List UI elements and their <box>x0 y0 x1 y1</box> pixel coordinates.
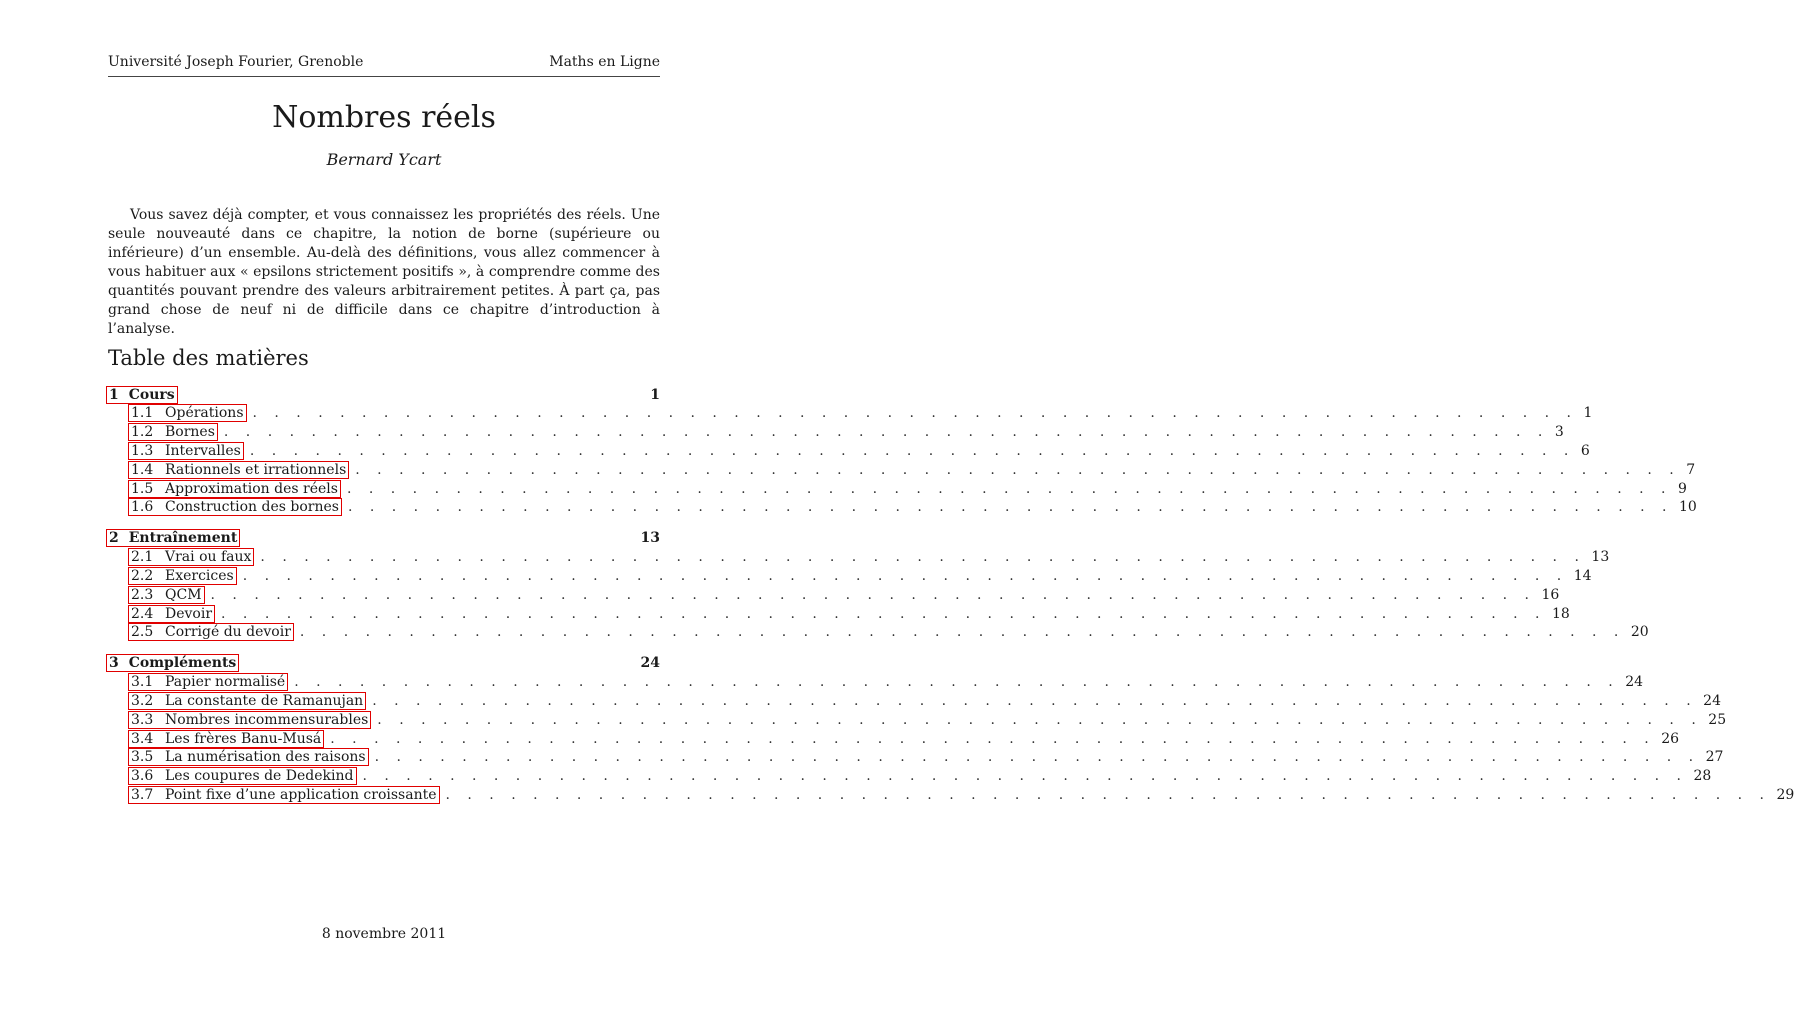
toc-entry-page: 3 <box>1554 424 1564 441</box>
toc-entry-page: 1 <box>1583 405 1593 422</box>
toc-entry-number: 1.4 <box>131 461 154 478</box>
toc-section-number: 3 <box>109 655 119 672</box>
toc-entry <box>108 585 1560 604</box>
toc-entry-page: 10 <box>1678 499 1697 516</box>
toc-entry-title: Intervalles <box>165 442 241 459</box>
toc-entry-title: Les frères Banu-Musá <box>165 730 322 747</box>
toc-entry-title: Rationnels et irrationnels <box>165 461 347 478</box>
toc-entry-number: 2.1 <box>131 549 154 566</box>
toc-entry <box>108 692 1721 711</box>
toc-entry-number: 3.6 <box>131 768 154 785</box>
toc-leader-dots: . . . . . . . . . . . . . . . . . . . . . . . . . . . . . . . . . . . . . . . . . . . . . . . . . . . . . . . . . . . . . <box>223 424 1549 441</box>
toc-entry-link[interactable] <box>128 692 366 710</box>
toc-section-page: 24 <box>640 655 660 672</box>
toc-entry-page: 28 <box>1693 768 1712 785</box>
toc-entry-number: 3.1 <box>131 674 154 691</box>
toc-entry-page: 6 <box>1580 442 1590 459</box>
toc-entry <box>108 729 1680 748</box>
toc-entry-link[interactable] <box>128 423 218 441</box>
toc-entry-link[interactable] <box>128 748 369 766</box>
toc-entry <box>108 604 1570 623</box>
toc-entry <box>108 404 1593 423</box>
toc-entry-number: 1.1 <box>131 405 154 422</box>
toc-entry-page: 20 <box>1630 624 1649 641</box>
toc-entry-title: Les coupures de Dedekind <box>165 768 354 785</box>
toc-entry-number: 2.3 <box>131 586 154 603</box>
toc-leader-dots: . . . . . . . . . . . . . . . . . . . . . . . . . . . . . . . . . . . . . . . . . . . . . . . . . . . . . . . . . . . . . <box>330 730 1656 747</box>
toc-leader-dots: . . . . . . . . . . . . . . . . . . . . . . . . . . . . . . . . . . . . . . . . . . . . . . . . . . . . . . . . . . . . . <box>299 624 1625 641</box>
toc-entry <box>108 423 1564 442</box>
toc-section-number: 2 <box>109 530 119 547</box>
toc-entry <box>108 442 1590 461</box>
toc-entry-number: 3.3 <box>131 711 154 728</box>
toc-leader-dots: . . . . . . . . . . . . . . . . . . . . . . . . . . . . . . . . . . . . . . . . . . . . . . . . . . . . . . . . . . . . . <box>221 605 1547 622</box>
toc-section-row <box>108 385 660 404</box>
toc-entry-page: 16 <box>1541 586 1560 603</box>
toc-entry <box>108 673 1644 692</box>
toc-leader-dots: . . . . . . . . . . . . . . . . . . . . . . . . . . . . . . . . . . . . . . . . . . . . . . . . . . . . . . . . . . . . . <box>252 405 1578 422</box>
toc-entry-number: 1.3 <box>131 442 154 459</box>
header-university: Université Joseph Fourier, Grenoble <box>108 54 364 70</box>
toc-entry-title: Papier normalisé <box>165 674 286 691</box>
toc-entry-title: La numérisation des raisons <box>165 749 366 766</box>
toc-section-link[interactable] <box>106 654 239 672</box>
toc-section-row <box>108 529 660 548</box>
toc-section <box>108 529 1649 642</box>
toc-entry-link[interactable] <box>128 605 215 623</box>
toc-entry-link[interactable] <box>128 623 294 641</box>
toc-entry-page: 24 <box>1703 692 1721 709</box>
toc-section-page: 1 <box>650 386 660 403</box>
table-of-contents <box>108 385 1794 816</box>
toc-entry-link[interactable] <box>128 730 324 748</box>
toc-entry-number: 1.6 <box>131 499 154 516</box>
toc-entry <box>108 498 1697 517</box>
toc-entry-page: 9 <box>1677 480 1687 497</box>
toc-entry-link[interactable] <box>128 404 247 422</box>
toc-entry-page: 25 <box>1708 711 1727 728</box>
toc-entry <box>108 623 1649 642</box>
toc-leader-dots: . . . . . . . . . . . . . . . . . . . . . . . . . . . . . . . . . . . . . . . . . . . . . . . . . . . . . . . . . . . . . <box>362 768 1688 785</box>
toc-entry-title: Bornes <box>165 424 215 441</box>
page-header <box>108 54 660 77</box>
header-course: Maths en Ligne <box>549 54 660 70</box>
document-author: Bernard Ycart <box>326 150 442 169</box>
toc-entry <box>108 748 1724 767</box>
toc-leader-dots: . . . . . . . . . . . . . . . . . . . . . . . . . . . . . . . . . . . . . . . . . . . . . . . . . . . . . . . . . . . . . <box>260 549 1586 566</box>
toc-entry-number: 2.5 <box>131 624 154 641</box>
toc-section <box>108 654 1794 805</box>
toc-entry-link[interactable] <box>128 711 371 729</box>
toc-section-title: Compléments <box>128 655 237 672</box>
toc-leader-dots: . . . . . . . . . . . . . . . . . . . . . . . . . . . . . . . . . . . . . . . . . . . . . . . . . . . . . . . . . . . . . <box>377 711 1703 728</box>
toc-entry-title: Construction des bornes <box>165 499 339 516</box>
document-date: 8 novembre 2011 <box>321 926 447 942</box>
toc-entry-page: 7 <box>1686 461 1696 478</box>
toc-entry-page: 14 <box>1573 567 1592 584</box>
toc-heading: Table des matières <box>108 346 309 370</box>
toc-leader-dots: . . . . . . . . . . . . . . . . . . . . . . . . . . . . . . . . . . . . . . . . . . . . . . . . . . . . . . . . . . . . . <box>346 480 1672 497</box>
toc-entry <box>108 710 1727 729</box>
toc-entry-title: Corrigé du devoir <box>165 624 291 641</box>
toc-entry <box>108 460 1696 479</box>
toc-entry-title: La constante de Ramanujan <box>165 692 364 709</box>
toc-leader-dots: . . . . . . . . . . . . . . . . . . . . . . . . . . . . . . . . . . . . . . . . . . . . . . . . . . . . . . . . . . . . . <box>372 692 1698 709</box>
toc-section-page: 13 <box>640 530 660 547</box>
toc-leader-dots: . . . . . . . . . . . . . . . . . . . . . . . . . . . . . . . . . . . . . . . . . . . . . . . . . . . . . . . . . . . . . <box>210 586 1536 603</box>
toc-entry-number: 3.5 <box>131 749 154 766</box>
toc-entry-number: 3.2 <box>131 692 154 709</box>
toc-entry-page: 27 <box>1705 749 1724 766</box>
toc-entry-link[interactable] <box>128 567 237 585</box>
toc-entry-link[interactable] <box>128 673 288 691</box>
toc-entry-title: Opérations <box>165 405 244 422</box>
toc-section-number: 1 <box>109 386 119 403</box>
toc-entry-title: Exercices <box>165 567 234 584</box>
toc-entry-title: Vrai ou faux <box>165 549 252 566</box>
toc-leader-dots: . . . . . . . . . . . . . . . . . . . . . . . . . . . . . . . . . . . . . . . . . . . . . . . . . . . . . . . . . . . . . <box>374 749 1700 766</box>
toc-entry-title: QCM <box>165 586 202 603</box>
toc-entry-page: 26 <box>1661 730 1680 747</box>
toc-entry-page: 13 <box>1591 549 1610 566</box>
toc-entry-link[interactable] <box>128 767 357 785</box>
toc-entry-link[interactable] <box>128 498 342 516</box>
toc-entry-page: 29 <box>1776 786 1794 803</box>
toc-entry <box>108 548 1610 567</box>
toc-entry <box>108 479 1687 498</box>
toc-entry-link[interactable] <box>128 548 254 566</box>
toc-entry-number: 1.5 <box>131 480 154 497</box>
abstract: Vous savez déjà compter, et vous connaissez les propriétés des réels. Une seule nouveauté dans ce chapitre, la notion de borne (supérieure ou inférieure) d’un ensemble. Au-delà des définitions, vous allez commencer à vous habituer aux « epsilons strictement positifs », à comprendre comme des quantités pouvant prendre des valeurs arbitrairement petites. À part ça, pas grand chose de neuf ni de difficile dans ce chapitre d’introduction à l’analyse. <box>108 207 660 337</box>
toc-section-link[interactable] <box>106 386 178 404</box>
toc-entry-link[interactable] <box>128 586 205 604</box>
document-title: Nombres réels <box>272 100 496 135</box>
toc-section-row <box>108 654 660 673</box>
toc-entry <box>108 767 1712 786</box>
toc-leader-dots: . . . . . . . . . . . . . . . . . . . . . . . . . . . . . . . . . . . . . . . . . . . . . . . . . . . . . . . . . . . . . <box>249 442 1575 459</box>
toc-entry-number: 3.7 <box>131 786 154 803</box>
toc-entry-number: 1.2 <box>131 424 154 441</box>
toc-entry <box>108 567 1592 586</box>
toc-leader-dots: . . . . . . . . . . . . . . . . . . . . . . . . . . . . . . . . . . . . . . . . . . . . . . . . . . . . . . . . . . . . . <box>347 499 1673 516</box>
toc-leader-dots: . . . . . . . . . . . . . . . . . . . . . . . . . . . . . . . . . . . . . . . . . . . . . . . . . . . . . . . . . . . . . <box>242 567 1568 584</box>
toc-entry-number: 3.4 <box>131 730 154 747</box>
toc-entry-page: 24 <box>1625 674 1644 691</box>
toc-entry-link[interactable] <box>128 461 349 479</box>
toc-leader-dots: . . . . . . . . . . . . . . . . . . . . . . . . . . . . . . . . . . . . . . . . . . . . . . . . . . . . . . . . . . . . . <box>294 674 1620 691</box>
toc-entry-number: 2.2 <box>131 567 154 584</box>
toc-leader-dots: . . . . . . . . . . . . . . . . . . . . . . . . . . . . . . . . . . . . . . . . . . . . . . . . . . . . . . . . . . . . . <box>355 461 1681 478</box>
toc-entry-title: Devoir <box>165 605 213 622</box>
toc-entry-link[interactable] <box>128 786 440 804</box>
toc-entry-title: Approximation des réels <box>165 480 338 497</box>
toc-entry-page: 18 <box>1552 605 1570 622</box>
toc-entry-link[interactable] <box>128 442 244 460</box>
toc-section-title: Cours <box>128 386 175 403</box>
toc-entry-number: 2.4 <box>131 605 154 622</box>
toc-entry-link[interactable] <box>128 480 341 498</box>
toc-leader-dots: . . . . . . . . . . . . . . . . . . . . . . . . . . . . . . . . . . . . . . . . . . . . . . . . . . . . . . . . . . . . . <box>445 786 1771 803</box>
toc-entry-title: Point fixe d’une application croissante <box>165 786 437 803</box>
toc-entry <box>108 786 1794 805</box>
toc-section-link[interactable] <box>106 529 240 547</box>
toc-section-title: Entraînement <box>128 530 238 547</box>
toc-entry-title: Nombres incommensurables <box>165 711 369 728</box>
toc-section <box>108 385 1697 517</box>
